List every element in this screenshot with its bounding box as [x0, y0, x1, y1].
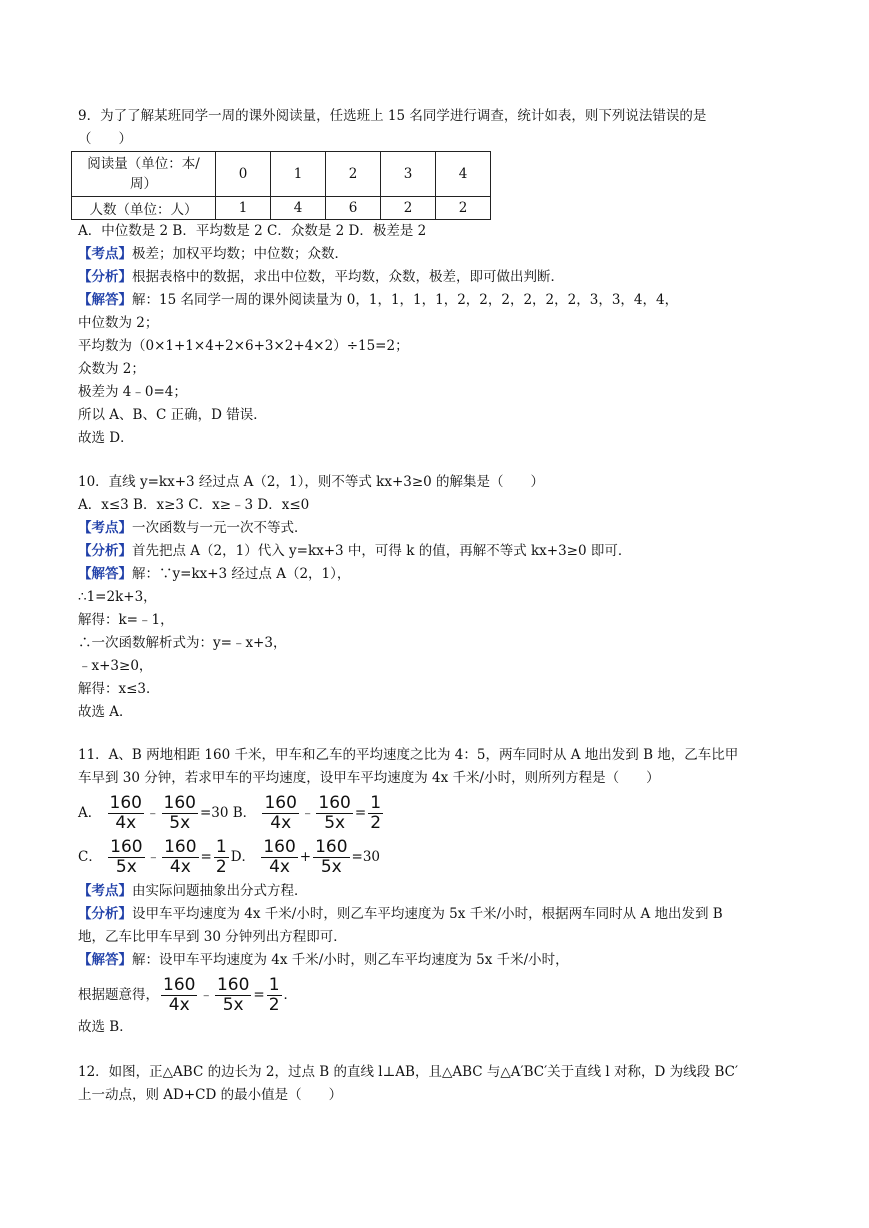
- q11-fenxi-line2: 地，乙车比甲车早到 30 分钟列出方程即可．: [78, 929, 347, 945]
- table-cell: 4: [436, 152, 491, 197]
- q12-stem-line2: 上一动点，则 AD+CD 的最小值是（ ）: [78, 1087, 343, 1103]
- fraction: $\frac{160}{4x}$: [263, 837, 296, 877]
- fraction: $\frac{160}{5x}$: [315, 837, 348, 877]
- table-row: [72, 197, 491, 220]
- q9-options: A．中位数是 2 B．平均数是 2 C．众数是 2 D．极差是 2: [78, 223, 427, 239]
- fraction: $\frac{160}{5x}$: [216, 975, 250, 1015]
- fraction: $\frac{1}{2}$: [268, 975, 280, 1015]
- q10-line: 解得：k=﹣1，: [78, 612, 174, 628]
- fraction: $\frac{160}{5x}$: [163, 793, 196, 833]
- table-cell: 2: [326, 152, 381, 197]
- q9-line: 中位数为 2；: [78, 315, 159, 331]
- fraction: $\frac{160}{4x}$: [109, 793, 142, 833]
- q10-kaodian: 【考点】一次函数与一元一次不等式．: [78, 520, 308, 536]
- fraction: $\frac{1}{2}$: [370, 793, 382, 833]
- q11-options-cd: C． $\frac{160}{5x}$ ﹣ $\frac{160}{4x}$ = $\frac{1}{2}$ D． $\frac{160}{4x}$ + $\frac{160}{5x}$ =30: [78, 837, 381, 877]
- q10-line: 故选 A．: [78, 704, 133, 720]
- q10-stem: 10．直线 y=kx+3 经过点 A（2，1），则不等式 kx+3≥0 的解集是（ ）: [78, 474, 545, 490]
- fraction: $\frac{160}{5x}$: [110, 837, 143, 877]
- q11-conclusion: 故选 B．: [78, 1019, 133, 1035]
- q12-stem-line1: 12．如图，正△ABC 的边长为 2，过点 B 的直线 l⊥AB，且△ABC 与△A′BC′关于直线 l 对称，D 为线段 BC′: [78, 1064, 739, 1080]
- table-header-label: 阅读量（单位：本/ 周）: [72, 152, 216, 197]
- table-row: [72, 152, 491, 197]
- fraction: $\frac{160}{4x}$: [163, 975, 196, 1015]
- reading-table: [71, 151, 491, 220]
- q11-options-ab: A． $\frac{160}{4x}$ ﹣ $\frac{160}{5x}$ =30 B． $\frac{160}{4x}$ ﹣ $\frac{160}{5x}$ = $\frac{1}{2}$: [78, 793, 382, 833]
- fraction: $\frac{1}{2}$: [215, 837, 227, 877]
- q9-fenxi: 【分析】根据表格中的数据，求出中位数，平均数，众数，极差，即可做出判断．: [78, 269, 564, 285]
- table-cell: 1: [271, 152, 326, 197]
- table-row-label: 人数（单位：人）: [72, 197, 216, 220]
- q10-fenxi: 【分析】首先把点 A（2，1）代入 y=kx+3 中，可得 k 的值，再解不等式 kx+3≥0 即可．: [78, 543, 632, 559]
- table-cell: 4: [271, 197, 326, 220]
- q11-equation: 根据题意得， $\frac{160}{4x}$ ﹣ $\frac{160}{5x}$ = $\frac{1}{2}$ ．: [78, 975, 298, 1015]
- q10-jieda: 【解答】解：∵y=kx+3 经过点 A（2，1），: [78, 566, 351, 582]
- q10-options: A．x≤3 B．x≥3 C．x≥﹣3 D．x≤0: [78, 497, 310, 513]
- q9-line: 所以 A、B、C 正确，D 错误．: [78, 407, 267, 423]
- q9-line: 极差为 4﹣0=4；: [78, 384, 187, 400]
- fraction: $\frac{160}{5x}$: [318, 793, 351, 833]
- q9-stem: 9．为了了解某班同学一周的课外阅读量，任选班上 15 名同学进行调查，统计如表，则下列说法错误的是: [78, 108, 707, 124]
- q11-stem-line1: 11．A、B 两地相距 160 千米，甲车和乙车的平均速度之比为 4：5，两车同时从 A 地出发到 B 地，乙车比甲: [78, 747, 739, 763]
- q9-kaodian: 【考点】极差；加权平均数；中位数；众数．: [78, 246, 348, 262]
- q11-kaodian: 【考点】由实际问题抽象出分式方程．: [78, 883, 308, 899]
- q10-line: 解得：x≤3．: [78, 681, 160, 697]
- q11-stem-line2: 车早到 30 分钟，若求甲车的平均速度，设甲车平均速度为 4x 千米/小时，则所列方程是（ ）: [78, 770, 660, 786]
- q11-jieda: 【解答】解：设甲车平均速度为 4x 千米/小时，则乙车平均速度为 5x 千米/小时，: [78, 952, 569, 968]
- table-cell: 3: [381, 152, 436, 197]
- q10-line: ∴一次函数解析式为：y=﹣x+3，: [78, 635, 287, 651]
- fraction: $\frac{160}{4x}$: [264, 793, 297, 833]
- fraction: $\frac{160}{4x}$: [164, 837, 197, 877]
- q9-blank: （ ）: [78, 131, 132, 147]
- table-cell: 2: [381, 197, 436, 220]
- q9-line: 众数为 2；: [78, 361, 145, 377]
- table-cell: 1: [216, 197, 271, 220]
- q9-jieda: 【解答】解：15 名同学一周的课外阅读量为 0，1，1，1，1，2，2，2，2，2，2，3，3，4，4，: [78, 292, 679, 308]
- q9-line: 故选 D．: [78, 430, 134, 446]
- table-cell: 6: [326, 197, 381, 220]
- q10-line: ∴1=2k+3，: [78, 589, 157, 605]
- q11-fenxi: 【分析】设甲车平均速度为 4x 千米/小时，则乙车平均速度为 5x 千米/小时，根据两车同时从 A 地出发到 B: [78, 906, 723, 922]
- table-cell: 0: [216, 152, 271, 197]
- q10-line: ﹣x+3≥0，: [78, 658, 153, 674]
- q9-line: 平均数为（0×1+1×4+2×6+3×2+4×2）÷15=2；: [78, 338, 409, 354]
- table-cell: 2: [436, 197, 491, 220]
